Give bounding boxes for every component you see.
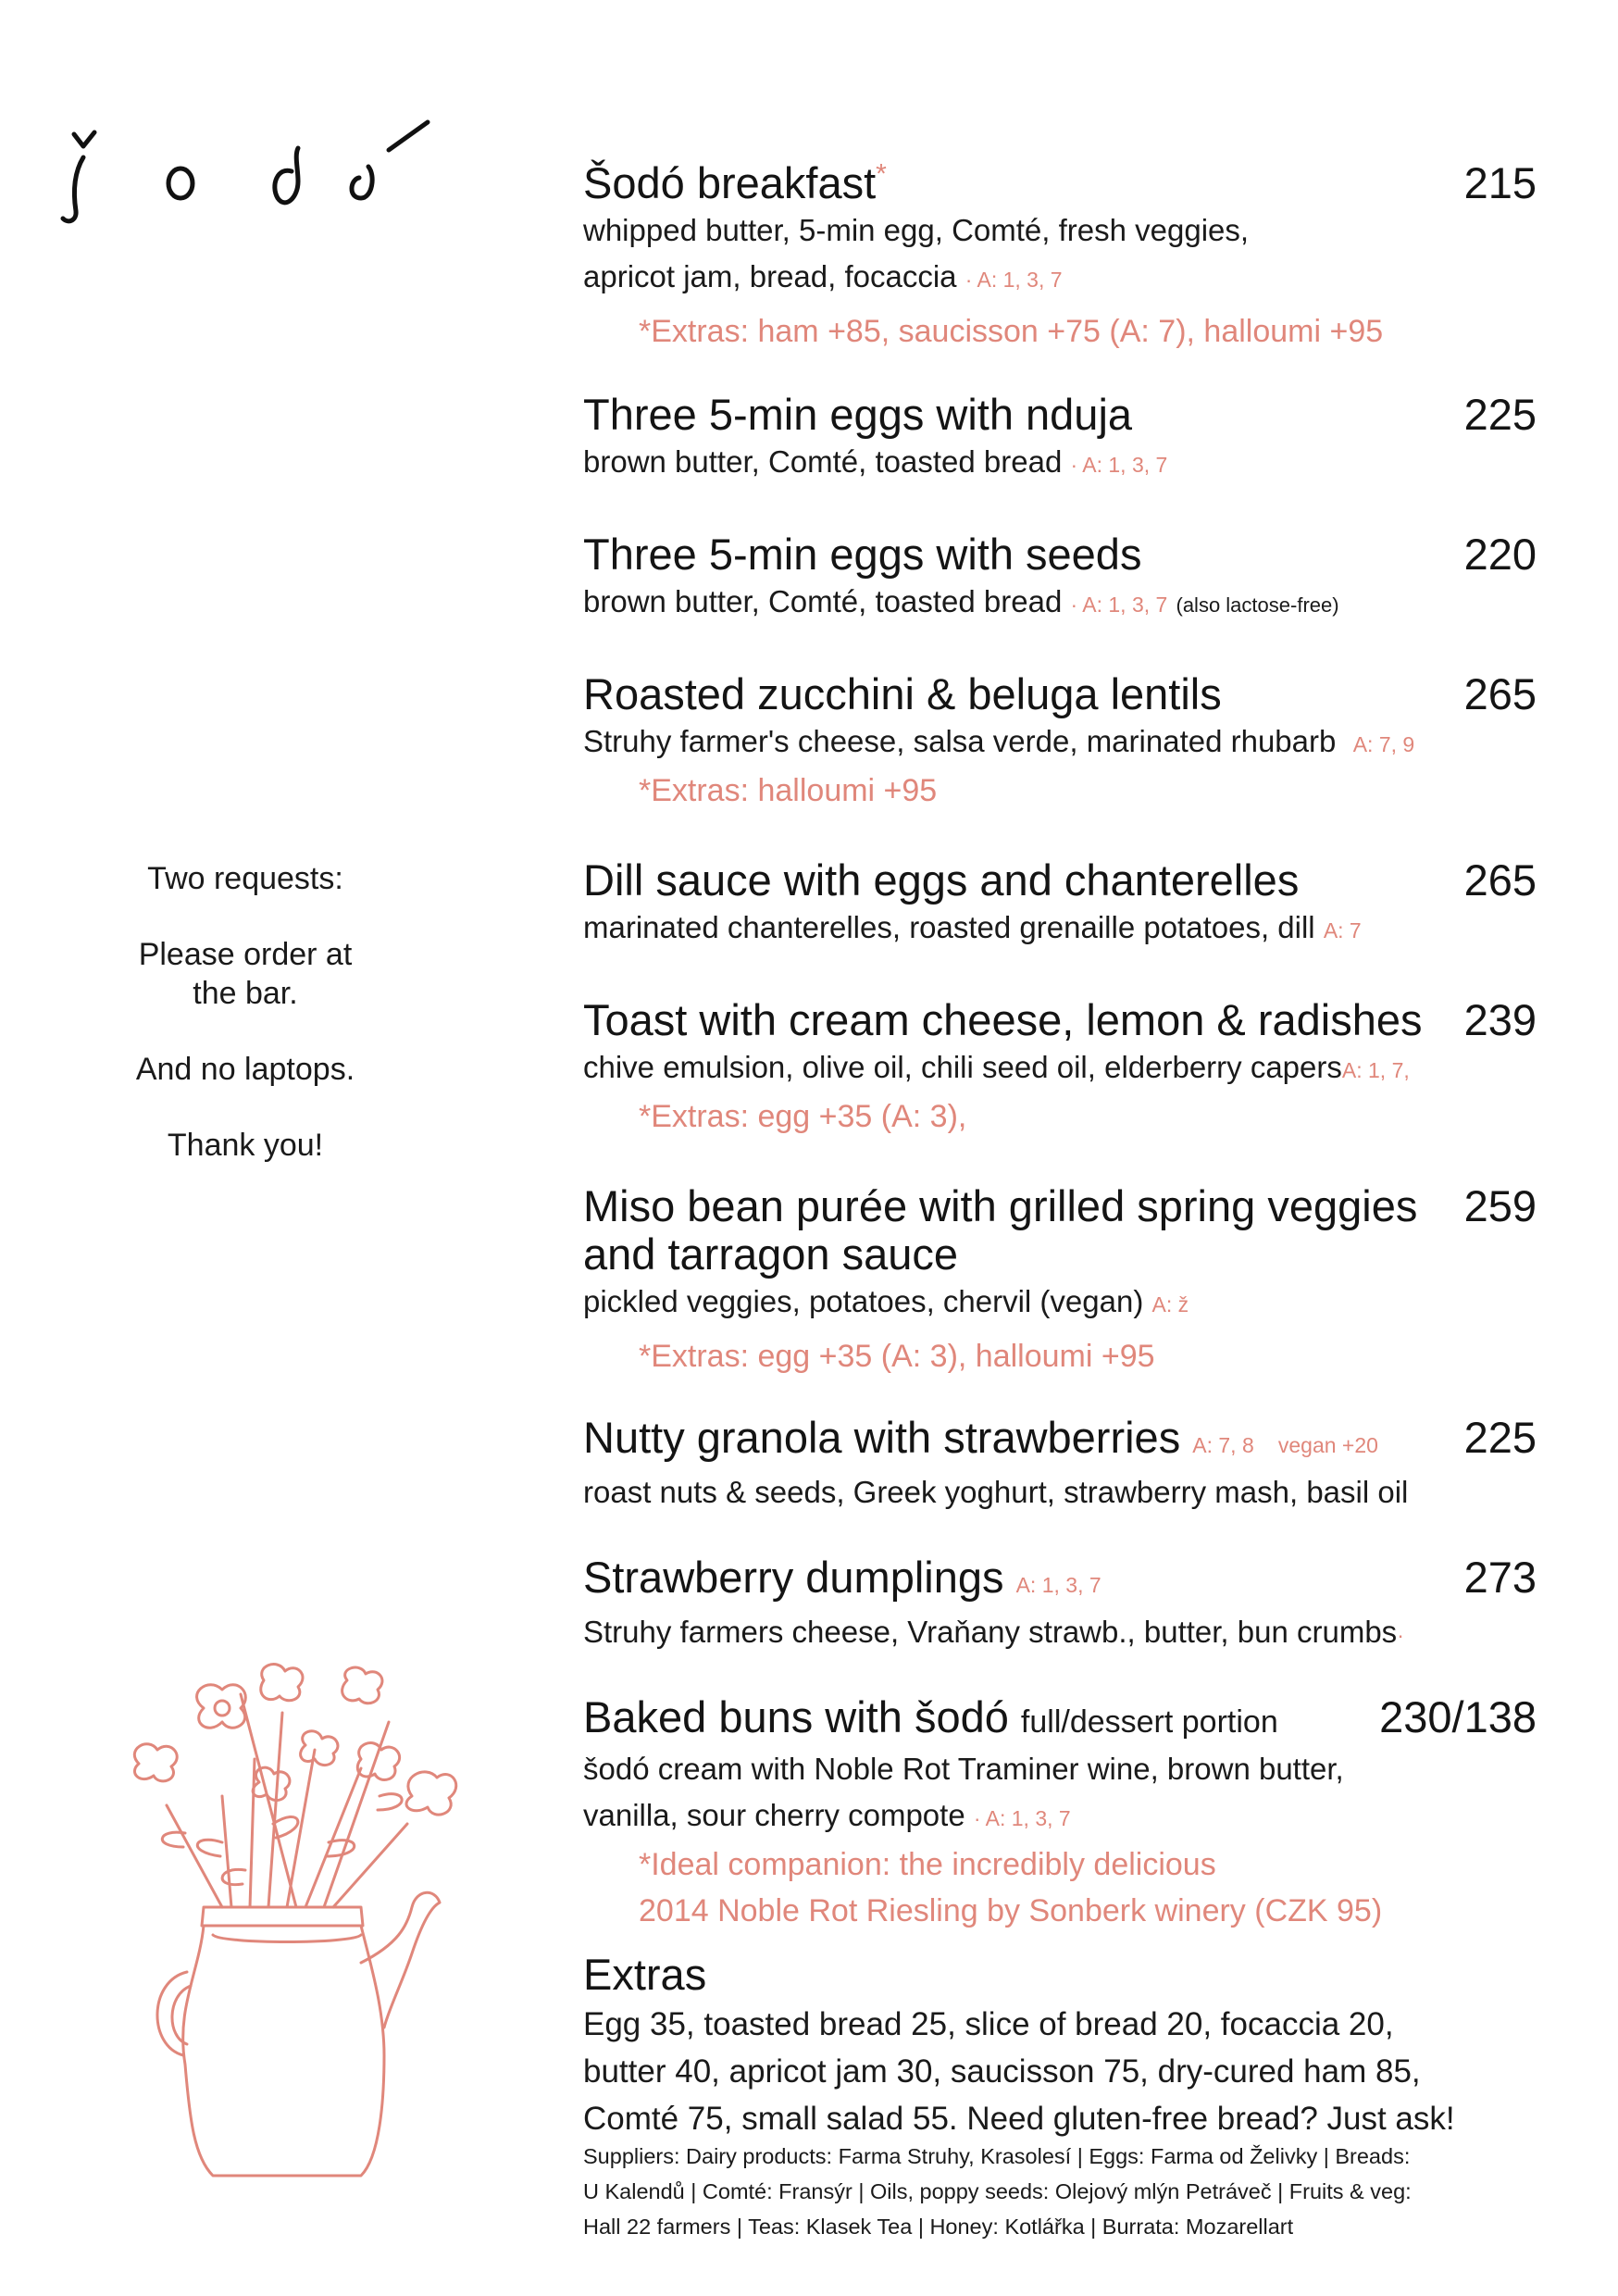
- item-name: Roasted zucchini & beluga lentils: [583, 669, 1222, 718]
- item-description: brown butter, Comté, toasted bread · A: 1, 3, 7: [583, 444, 1168, 479]
- menu-item: [583, 530, 1537, 629]
- item-description: šodó cream with Noble Rot Traminer wine, brown butter,: [583, 1752, 1344, 1786]
- item-name: Toast with cream cheese, lemon & radishes: [583, 995, 1423, 1044]
- item-name: Strawberry dumplings A: 1, 3, 7: [583, 1553, 1101, 1602]
- suppliers-line: Hall 22 farmers | Teas: Klasek Tea | Honey: Kotlářka | Burrata: Mozarellart: [583, 2215, 1294, 2239]
- item-description: brown butter, Comté, toasted bread · A: 1, 3, 7 (also lactose-free): [583, 584, 1339, 618]
- menu-item: [583, 1414, 1537, 1516]
- item-price: 239: [1463, 995, 1537, 1044]
- allergen-label: A: 7, 9: [1352, 732, 1415, 756]
- item-extras: *Extras: ham +85, saucisson +75 (A: 7), halloumi +95: [639, 314, 1384, 349]
- item-description: Struhy farmer's cheese, salsa verde, marinated rhubarb A: 7, 9: [583, 724, 1415, 758]
- item-price: 265: [1463, 855, 1537, 905]
- item-description: chive emulsion, olive oil, chili seed oil, elderberry capersA: 1, 7,: [583, 1050, 1410, 1084]
- item-price: 273: [1463, 1553, 1537, 1602]
- side-note: [93, 859, 398, 1202]
- menu-item: [583, 1693, 1537, 1934]
- suppliers: [583, 2139, 1537, 2244]
- menu-item: [583, 391, 1537, 488]
- item-price: 265: [1463, 669, 1537, 718]
- flower-vase-illustration: [83, 1657, 481, 2185]
- item-name: Baked buns with šodó full/dessert portion: [583, 1692, 1278, 1741]
- menu-item: [583, 670, 1537, 814]
- wine-pairing: 2014 Noble Rot Riesling by Sonberk winery (CZK 95): [639, 1893, 1383, 1928]
- item-price: 225: [1463, 390, 1537, 439]
- extras-line: Comté 75, small salad 55. Need gluten-free bread? Just ask!: [583, 2101, 1455, 2137]
- allergen-label: A: 7, 8: [1192, 1433, 1254, 1457]
- allergen-label: A: 1, 7,: [1341, 1058, 1410, 1082]
- allergen-label: · A: 1, 3, 7: [965, 268, 1063, 292]
- item-name: Šodó breakfast*: [583, 158, 887, 207]
- item-description: apricot jam, bread, focaccia · A: 1, 3, 7: [583, 259, 1063, 293]
- item-name: Miso bean purée with grilled spring veggies: [583, 1181, 1418, 1230]
- menu-item: [583, 856, 1537, 954]
- item-price: 220: [1463, 530, 1537, 579]
- menu-item: [583, 159, 1537, 355]
- item-extras: *Extras: halloumi +95: [639, 773, 938, 808]
- extras-title: Extras: [583, 1950, 707, 1999]
- allergen-label: A: ž: [1151, 1292, 1189, 1316]
- allergen-label: · A: 1, 3, 7: [1070, 593, 1168, 617]
- item-name: Dill sauce with eggs and chanterelles: [583, 855, 1300, 905]
- wine-pairing: *Ideal companion: the incredibly delicious: [639, 1847, 1216, 1882]
- item-extras: *Extras: egg +35 (A: 3),: [639, 1099, 967, 1134]
- item-description: vanilla, sour cherry compote · A: 1, 3, 7: [583, 1798, 1071, 1832]
- vegan-option: vegan +20: [1277, 1433, 1378, 1457]
- allergen-label: A: 7: [1323, 918, 1362, 942]
- extras-section: [583, 1949, 1537, 2142]
- allergen-label: A: 1, 3, 7: [1015, 1573, 1101, 1597]
- suppliers-line: U Kalendů | Comté: Fransýr | Oils, poppy seeds: Olejový mlýn Petráveč | Fruits & veg:: [583, 2179, 1412, 2203]
- item-name: Three 5-min eggs with nduja: [583, 390, 1133, 439]
- allergen-label: · A: 1, 3, 7: [1070, 453, 1168, 477]
- suppliers-line: Suppliers: Dairy products: Farma Struhy, Krasolesí | Eggs: Farma od Želivky | Breads:: [583, 2144, 1411, 2168]
- item-description: roast nuts & seeds, Greek yoghurt, strawberry mash, basil oil: [583, 1475, 1409, 1509]
- item-price: 215: [1463, 158, 1537, 207]
- allergen-label: · A: 1, 3, 7: [973, 1806, 1071, 1830]
- menu-item: [583, 1554, 1537, 1658]
- item-description: whipped butter, 5-min egg, Comté, fresh veggies,: [583, 213, 1250, 247]
- item-name: Nutty granola with strawberries A: 7, 8 vegan +20: [583, 1413, 1378, 1462]
- item-price: 259: [1463, 1181, 1537, 1230]
- item-description: Struhy farmers cheese, Vraňany strawb., butter, bun crumbs·: [583, 1615, 1404, 1649]
- item-description: pickled veggies, potatoes, chervil (vegan) A: ž: [583, 1284, 1189, 1318]
- extras-line: Egg 35, toasted bread 25, slice of bread 20, focaccia 20,: [583, 2006, 1394, 2042]
- menu-item: [583, 1182, 1537, 1379]
- side-note-line: And no laptops.: [135, 1052, 355, 1087]
- item-description: marinated chanterelles, roasted grenaille potatoes, dill A: 7: [583, 910, 1362, 944]
- item-name: and tarragon sauce: [583, 1229, 959, 1279]
- sodo-logo: [56, 102, 444, 231]
- portion-note: full/dessert portion: [1020, 1704, 1278, 1740]
- side-note-line: Two requests:: [147, 861, 343, 896]
- side-note-line: Thank you!: [167, 1128, 324, 1163]
- item-name: Three 5-min eggs with seeds: [583, 530, 1142, 579]
- item-extras: *Extras: egg +35 (A: 3), halloumi +95: [639, 1339, 1155, 1374]
- extras-line: butter 40, apricot jam 30, saucisson 75, dry-cured ham 85,: [583, 2053, 1421, 2090]
- item-price: 225: [1463, 1413, 1537, 1462]
- item-note: (also lactose-free): [1176, 593, 1339, 617]
- side-note-line: Please order at the bar.: [138, 937, 353, 1011]
- menu-item: [583, 996, 1537, 1140]
- item-price: 230/138: [1379, 1692, 1537, 1741]
